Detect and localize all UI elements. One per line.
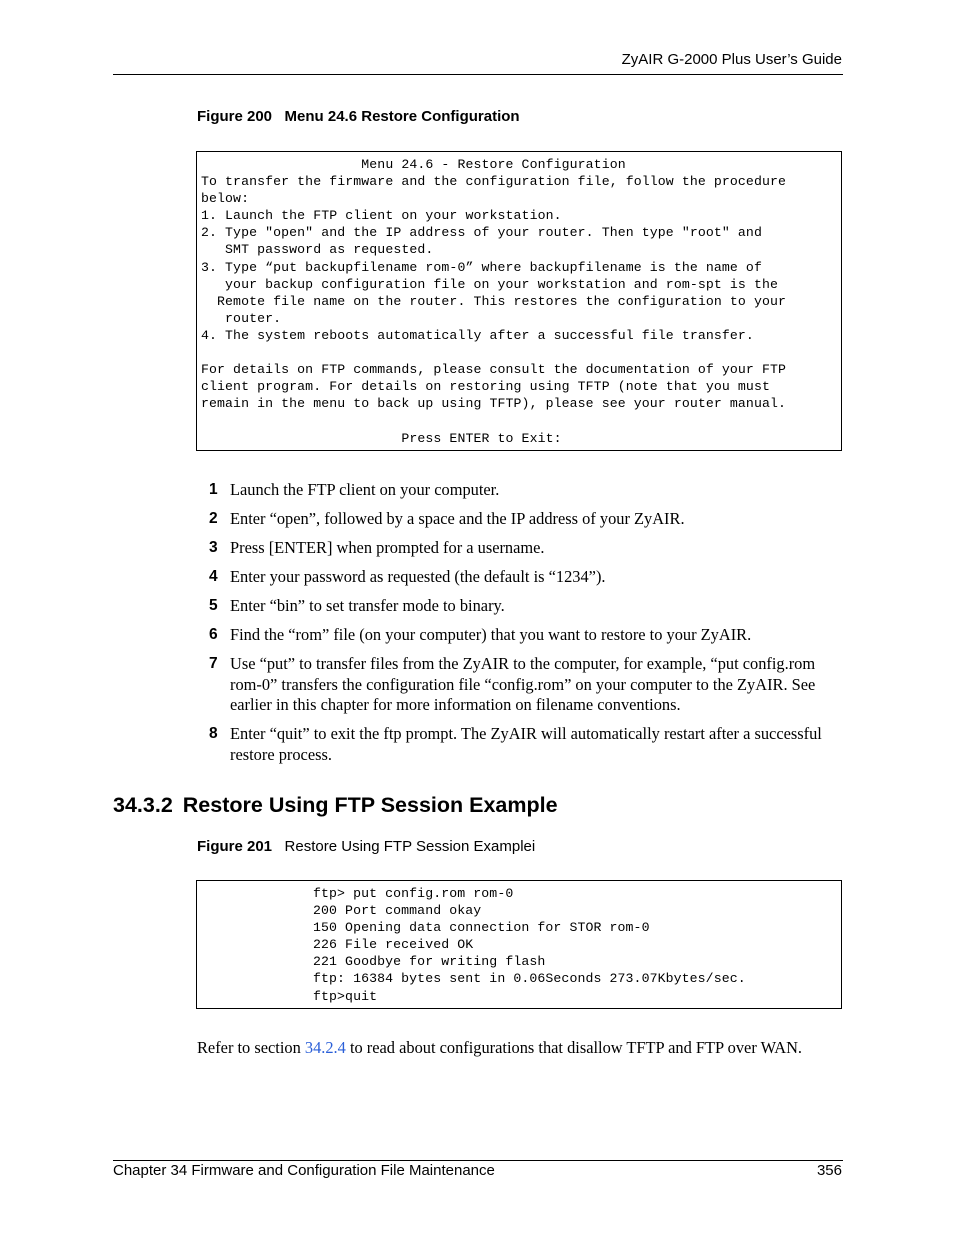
header-rule — [113, 74, 843, 75]
figure-200-caption — [197, 108, 520, 125]
step-text: Press [ENTER] when prompted for a username. — [230, 538, 545, 557]
step-text: Enter “bin” to set transfer mode to binary. — [230, 596, 505, 615]
list-item — [209, 567, 849, 588]
section-title: Restore Using FTP Session Example — [182, 793, 558, 817]
figure-201-caption — [197, 838, 535, 855]
list-item — [209, 596, 849, 617]
step-number: 7 — [209, 655, 218, 672]
step-text: Find the “rom” file (on your computer) that you want to restore to your ZyAIR. — [230, 625, 752, 644]
step-number: 5 — [209, 597, 218, 614]
figure-201-number: Figure 201 — [197, 838, 273, 855]
step-number: 1 — [209, 481, 218, 498]
procedure-steps — [209, 480, 849, 774]
list-item — [209, 538, 849, 559]
section-heading — [113, 793, 558, 818]
footer-rule — [113, 1160, 843, 1161]
footer-chapter-title: Chapter 34 Firmware and Configuration File Maintenance — [113, 1162, 495, 1179]
list-item — [209, 654, 849, 716]
list-item — [209, 509, 849, 530]
step-text: Enter “quit” to exit the ftp prompt. The ZyAIR will automatically restart after a successful restore process. — [230, 724, 822, 764]
figure-200-number: Figure 200 — [197, 108, 273, 125]
step-text: Use “put” to transfer files from the ZyAIR to the computer, for example, “put config.rom rom-0” transfers the configuration file “config.rom” on your computer to the ZyAIR. See earlier in this chapter for more information on filename conventions. — [230, 654, 816, 714]
section-link[interactable]: 34.2.4 — [304, 1038, 346, 1057]
step-number: 8 — [209, 725, 218, 742]
figure-200-code: Menu 24.6 - Restore Configuration To transfer the firmware and the configuration file, follow the procedure below: 1. Launch the FTP client on your workstation. 2. Type "open" and the IP address of your router. Then type "root" and SMT password as requested. 3. Type “put backupfilename rom-0” where backupfilename is the name of your backup configuration file on your workstation and rom-spt is the Remote file name on the router. This restores the configuration to your router. 4. The system reboots automatically after a successful file transfer. For details on FTP commands, please consult the documentation of your FTP client program. For details on restoring using TFTP (note that you must remain in the menu to back up using TFTP), please see your router manual. Press ENTER to Exit: — [201, 157, 787, 446]
refer-text-after: to read about configurations that disallow TFTP and FTP over WAN. — [345, 1038, 803, 1057]
step-text: Enter your password as requested (the default is “1234”). — [230, 567, 606, 586]
list-item — [209, 625, 849, 646]
refer-text-before: Refer to section — [197, 1038, 305, 1057]
step-number: 3 — [209, 539, 218, 556]
page-number: 356 — [816, 1162, 842, 1179]
figure-201-title: Restore Using FTP Session Examplei — [284, 838, 536, 855]
step-number: 6 — [209, 626, 218, 643]
step-number: 2 — [209, 510, 218, 527]
step-text: Launch the FTP client on your computer. — [230, 480, 500, 499]
section-number: 34.3.2 — [113, 793, 173, 817]
step-number: 4 — [209, 568, 218, 585]
figure-200-title: Menu 24.6 Restore Configuration — [284, 108, 520, 125]
list-item — [209, 480, 849, 501]
list-item — [209, 724, 849, 765]
running-header-title: ZyAIR G-2000 Plus User’s Guide — [621, 51, 842, 68]
step-text: Enter “open”, followed by a space and the IP address of your ZyAIR. — [230, 509, 685, 528]
figure-201-code: ftp> put config.rom rom-0 200 Port command okay 150 Opening data connection for STOR rom-0 226 File received OK 221 Goodbye for writing flash ftp: 16384 bytes sent in 0.06Seconds 273.07Kbytes/sec. ftp>quit — [313, 886, 746, 1004]
refer-paragraph — [197, 1038, 802, 1058]
